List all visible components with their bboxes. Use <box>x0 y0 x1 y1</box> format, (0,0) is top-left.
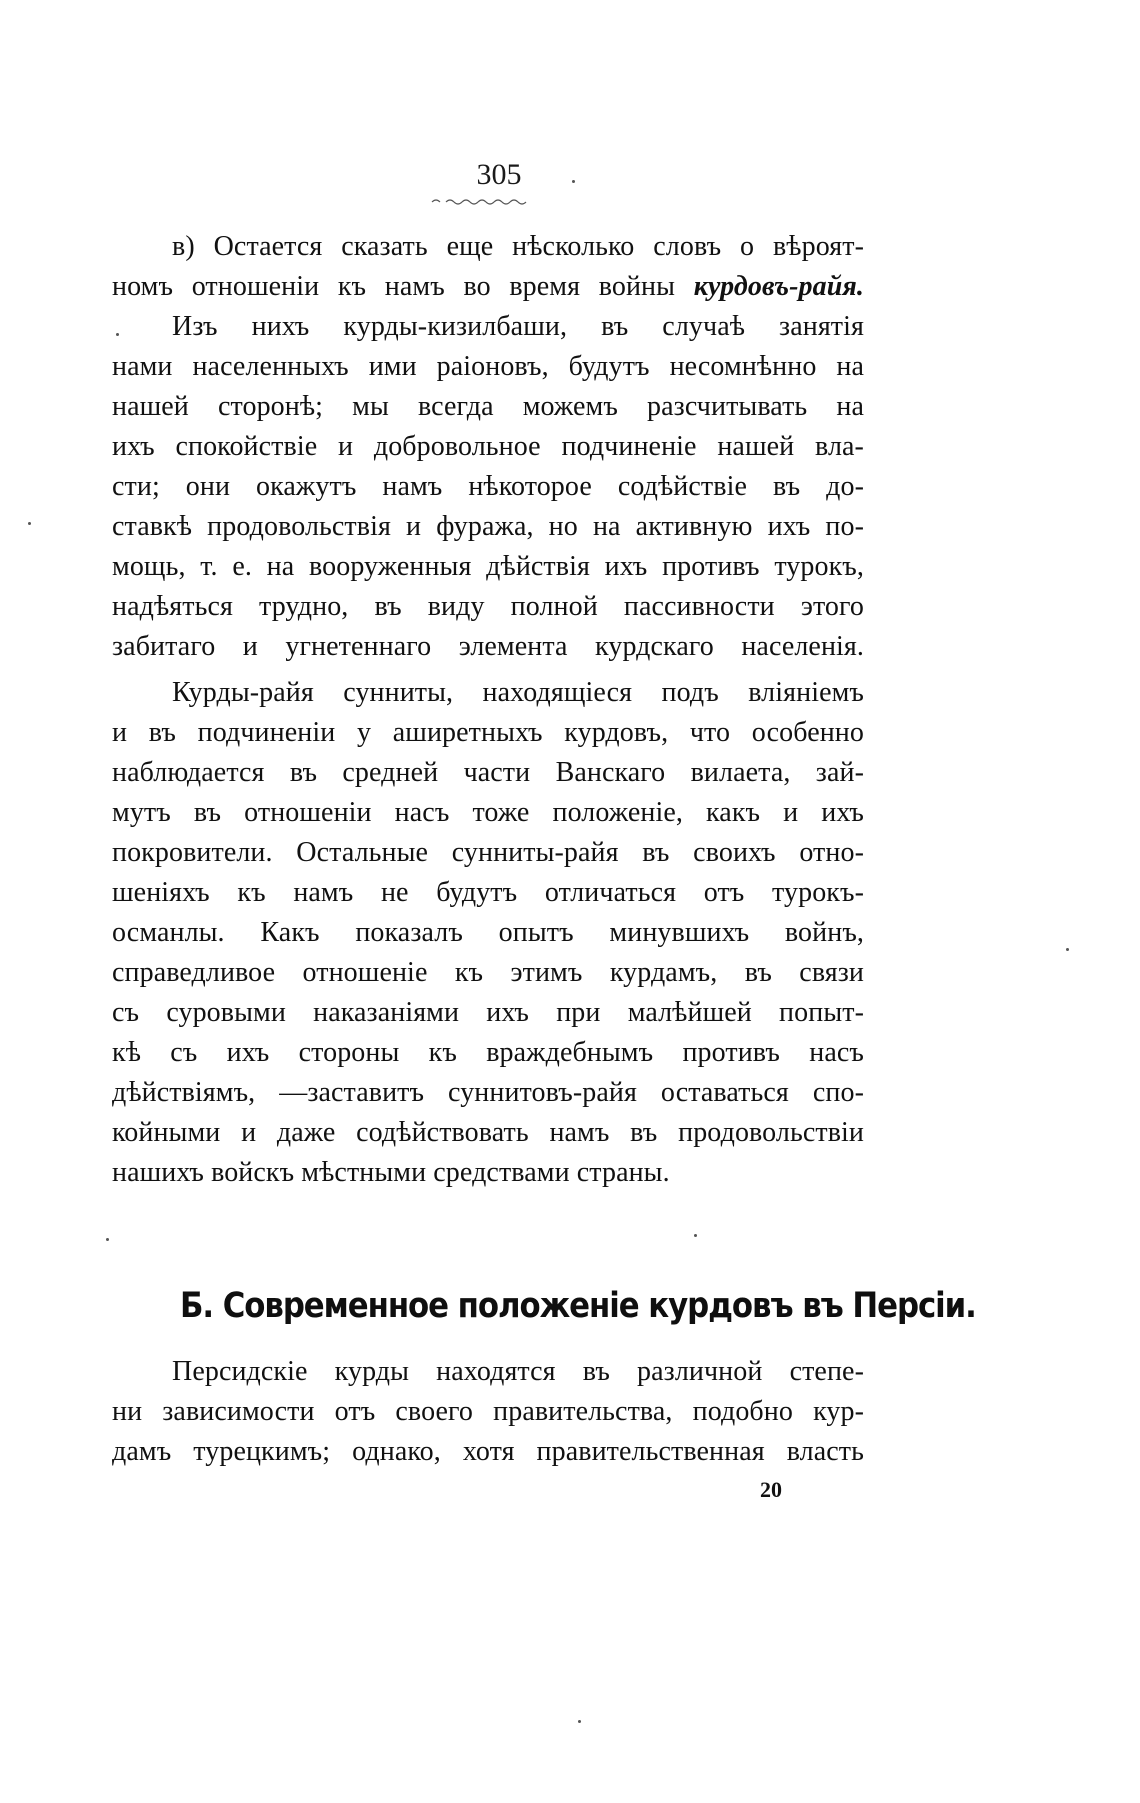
text-line: дамъ турецкимъ; однако, хотя правительственная власть <box>112 1436 864 1467</box>
text-line: кѣ съ ихъ стороны къ враждебнымъ противъ насъ <box>112 1037 864 1068</box>
page-number: 305 <box>476 158 522 191</box>
text-span: номъ отношеніи къ намъ во время войны <box>112 271 676 302</box>
text-line: нашей сторонѣ; мы всегда можемъ разсчитывать на <box>112 391 864 422</box>
text-line: и въ подчиненіи у ашиpетныхъ курдовъ, что особенно <box>112 717 864 748</box>
text-line: покровители. Остальные сунниты-райя въ своихъ отно- <box>112 837 864 868</box>
emphasized-term: курдовъ-райя. <box>693 271 864 302</box>
text-line: Курды-райя сунниты, находящіеся подъ вліяніемъ <box>172 677 864 708</box>
printing-speck <box>106 1238 109 1241</box>
text-line: Изъ нихъ курды-кизилбаши, въ случаѣ занятія <box>172 311 864 342</box>
printing-speck <box>116 333 119 336</box>
ornament-divider <box>430 196 550 206</box>
text-line: дѣйствіямъ, —заставитъ суннитовъ-райя оставаться спо- <box>112 1077 864 1108</box>
section-heading: Б. Современное положеніе курдовъ въ Персіи. <box>180 1286 976 1326</box>
printing-speck <box>694 1234 697 1237</box>
printing-speck <box>572 180 575 183</box>
text-line: в) Остается сказать еще нѣсколько словъ о вѣроят- <box>172 231 864 262</box>
text-line: нашихъ войскъ мѣстными средствами страны. <box>112 1157 670 1188</box>
text-line: ни зависимости отъ своего правительства, подобно кур- <box>112 1396 864 1427</box>
text-line: ихъ спокойствіе и добровольное подчиненіе нашей вла- <box>112 431 864 462</box>
text-line: нами населенныхъ ими раіоновъ, будутъ несомнѣнно на <box>112 351 864 382</box>
printing-speck <box>28 522 31 525</box>
text-line: ставкѣ продовольствія и фуража, но на активную ихъ по- <box>112 511 864 542</box>
text-line: мутъ въ отношеніи насъ тоже положеніе, какъ и ихъ <box>112 797 864 828</box>
text-line: Персидскіе курды находятся въ различной степе- <box>172 1356 864 1387</box>
text-line: койными и даже содѣйствовать намъ въ продовольствіи <box>112 1117 864 1148</box>
printing-speck <box>578 1720 581 1723</box>
text-line: справедливое отношеніе къ этимъ курдамъ, въ связи <box>112 957 864 988</box>
text-line: шеніяхъ къ намъ не будутъ отличаться отъ турокъ- <box>112 877 864 908</box>
text-line: съ суровыми наказаніями ихъ при малѣйшей попыт- <box>112 997 864 1028</box>
text-line: сти; они окажутъ намъ нѣкоторое содѣйствіе въ до- <box>112 471 864 502</box>
text-line: мощь, т. е. на вооруженныя дѣйствія ихъ противъ турокъ, <box>112 551 864 582</box>
signature-mark: 20 <box>760 1477 782 1502</box>
text-line: наблюдается въ средней части Ванскаго вилаета, зай- <box>112 757 864 788</box>
printing-speck <box>1066 948 1069 951</box>
text-line <box>112 267 864 307</box>
text-line: забитаго и угнетеннаго элемента курдскаго населенія. <box>112 631 864 662</box>
text-line: надѣяться трудно, въ виду полной пассивности этого <box>112 591 864 622</box>
text-line: османлы. Какъ показалъ опытъ минувшихъ войнъ, <box>112 917 864 948</box>
